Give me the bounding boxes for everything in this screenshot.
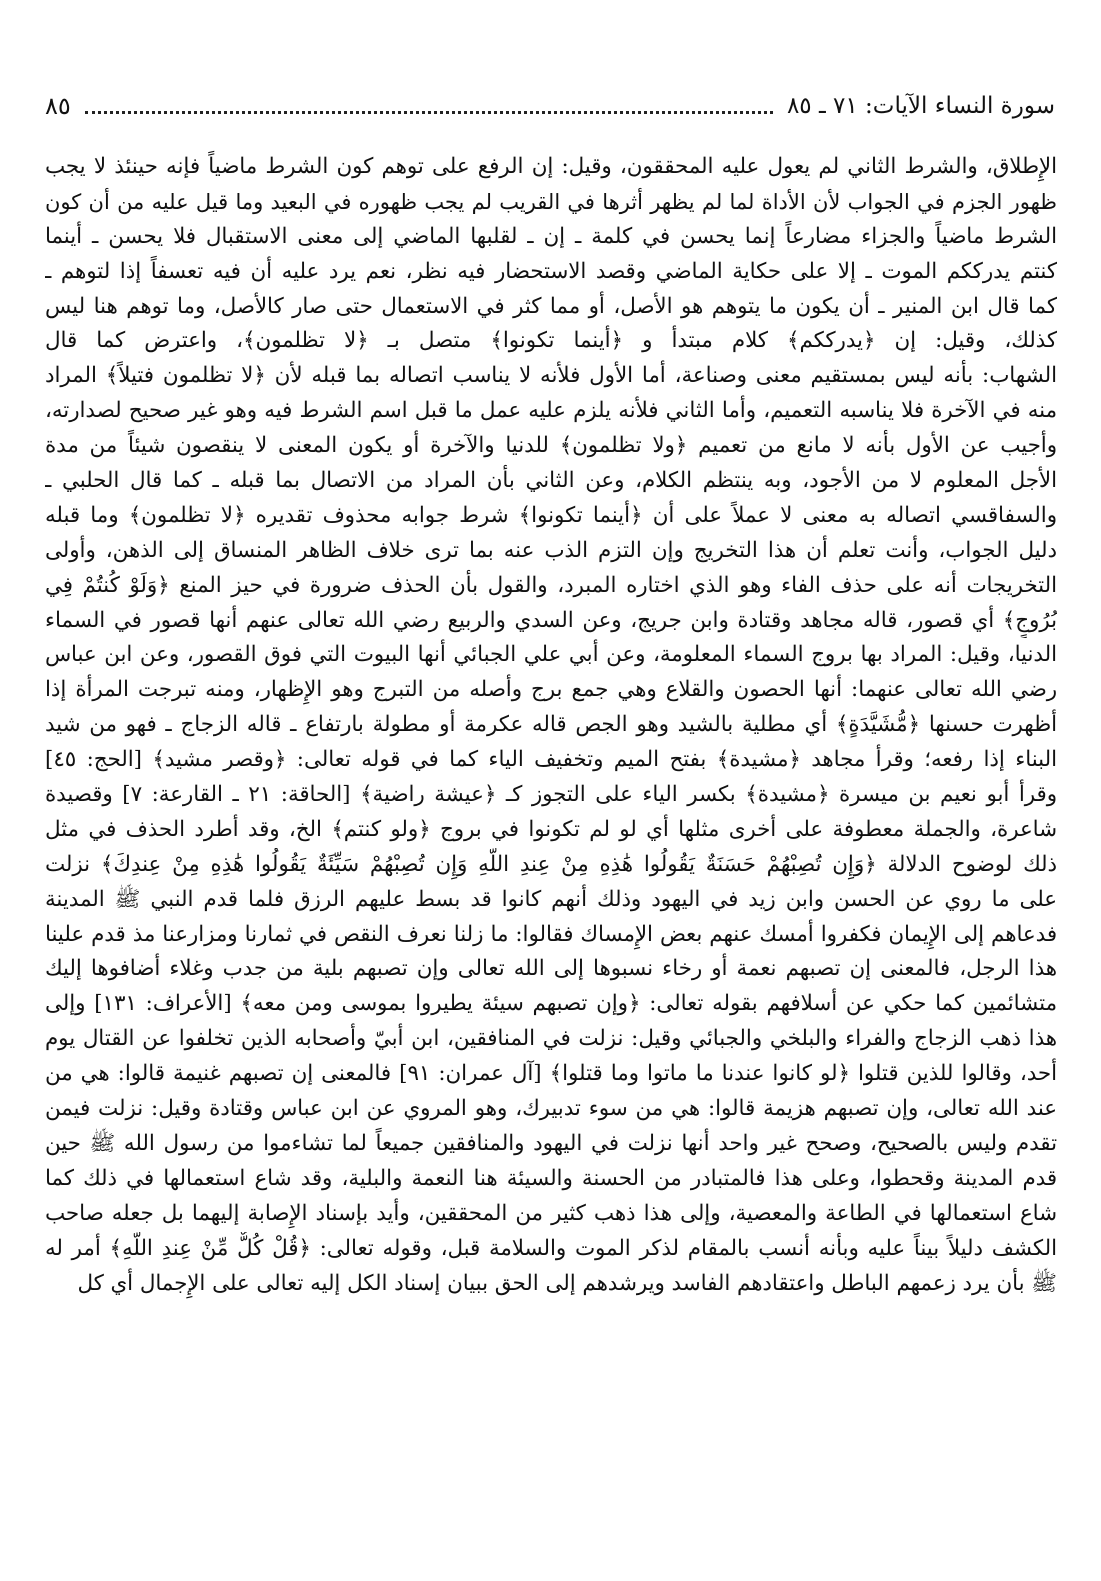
text-line: الإِطلاق، والشرط الثاني لم يعول عليه المحققون، وقيل: إن الرفع على توهم كون الشرط ماضياً فإنه حينئذ لا يجب bbox=[45, 154, 1057, 179]
text-line: فدعاهم إلى الإِيمان فكفروا أمسك عنهم بعض الإِمساك فقالوا: ما زلنا نعرف النقص في ثمارنا ومزارعنا مذ قدم علينا bbox=[45, 921, 1057, 947]
text-line: على ما روي عن الحسن وابن زيد في اليهود وذلك أنهم كانوا قد بسط عليهم الرزق فلما قدم النبي ﷺ المدينة bbox=[45, 886, 1057, 912]
text-line: قدم المدينة وقحطوا، وعلى هذا فالمتبادر من الحسنة والسيئة هنا النعمة والبلية، وقد شاع استعمالها في ذلك كما bbox=[45, 1165, 1057, 1191]
body-text bbox=[45, 150, 1057, 1301]
text-line: البناء إذا رفعه؛ وقرأ مجاهد ﴿مشيدة﴾ بفتح الميم وتخفيف الياء كما في قوله تعالى: ﴿وقصر مشيد﴾ [الحج: ٤٥] bbox=[45, 747, 1057, 773]
text-line: كنتم يدرككم الموت ـ إلا على حكاية الماضي وقصد الاستحضار فيه نظر، نعم يرد عليه أن فيه تعسفاً إذا لتوهم ـ bbox=[45, 258, 1057, 284]
text-line: ﷺ بأن يرد زعمهم الباطل واعتقادهم الفاسد ويرشدهم إلى الحق ببيان إسناد الكل إليه تعالى على الإِجمال أي كل bbox=[77, 1270, 1057, 1296]
text-line: هذا ذهب الزجاج والفراء والبلخي والجبائي وقيل: نزلت في المنافقين، ابن أبيّ وأصحابه الذين تخلفوا عن القتال يوم bbox=[45, 1026, 1057, 1052]
text-line: كذلك، وقيل: إن ﴿يدرككم﴾ كلام مبتدأ و ﴿أينما تكونوا﴾ متصل بـ ﴿لا تظلمون﴾، واعترض كما قال bbox=[45, 328, 1057, 354]
header-dot-leader bbox=[85, 111, 773, 114]
running-header bbox=[45, 88, 1055, 124]
text-line: شاع استعمالها في الطاعة والمعصية، وإلى هذا ذهب كثير من المحققين، وأيد بإسناد الإِصابة إليهما بل جعله صاحب bbox=[45, 1200, 1057, 1226]
text-line: وأجيب عن الأول بأنه لا مانع من تعميم ﴿ولا تظلمون﴾ للدنيا والآخرة أو يكون المعنى لا ينقصون شيئاً من مدة bbox=[45, 433, 1057, 459]
text-line: أحد، وقالوا للذين قتلوا ﴿لو كانوا عندنا ما ماتوا وما قتلوا﴾ [آل عمران: ٩١] فالمعنى إن تصبهم غنيمة قالوا: هي من bbox=[45, 1061, 1057, 1087]
text-line: التخريجات أنه على حذف الفاء وهو الذي اختاره المبرد، والقول بأن الحذف ضرورة في حيز المنع ﴿وَلَوْ كُنتُمْ فِي bbox=[45, 572, 1057, 598]
text-line: منه في الآخرة فلا يناسبه التعميم، وأما الثاني فلأنه يلزم عليه عمل ما قبل اسم الشرط فيه وهو غير صحيح لصدارته، bbox=[45, 398, 1057, 424]
text-line: كما قال ابن المنير ـ أن يكون ما يتوهم هو الأصل، أو مما كثر في الاستعمال حتى صار كالأصل، وما توهم هنا ليس bbox=[45, 293, 1057, 319]
page-number: ٨٥ bbox=[45, 92, 71, 120]
text-line: ذلك لوضوح الدلالة ﴿وَإِن تُصِبْهُمْ حَسَنَةٌ يَقُولُوا هَٰذِهِ مِنْ عِندِ اللَّهِ وَإِن تُصِبْهُمْ سَيِّئَةٌ يَقُولُوا هَٰذِهِ مِنْ عِندِكَ﴾ نزلت bbox=[45, 851, 1057, 877]
text-line: رضي الله تعالى عنهما: أنها الحصون والقلاع وهي جمع برج وأصله من التبرج وهو الإِظهار، ومنه تبرجت المرأة إذا bbox=[45, 677, 1057, 703]
text-line: والسفاقسي اتصاله به معنى لا عملاً على أن ﴿أينما تكونوا﴾ شرط جوابه محذوف تقديره ﴿لا تظلمون﴾ وما قبله bbox=[45, 502, 1057, 528]
text-line: وقرأ أبو نعيم بن ميسرة ﴿مشيدة﴾ بكسر الياء على التجوز كـ ﴿عيشة راضية﴾ [الحاقة: ٢١ ـ القارعة: ٧] وقصيدة bbox=[45, 782, 1057, 808]
text-line: ظهور الجزم في الجواب لأن الأداة لما لم يظهر أثرها في القريب لم يجب ظهوره في البعيد وما قيل عليه من أن كون bbox=[45, 189, 1057, 214]
text-line: شاعرة، والجملة معطوفة على أخرى مثلها أي لو لم تكونوا في بروج ﴿ولو كنتم﴾ الخ، وقد أطرد الحذف في مثل bbox=[45, 816, 1057, 842]
text-line: أظهرت حسنها ﴿مُّشَيَّدَةٍ﴾ أي مطلية بالشيد وهو الجص قاله عكرمة أو مطولة بارتفاع ـ قاله الزجاج ـ فهو من شيد bbox=[45, 712, 1057, 738]
text-line: الشرط ماضياً والجزاء مضارعاً إنما يحسن في كلمة ـ إن ـ لقلبها الماضي إلى معنى الاستقبال فلا يحسن ـ أينما bbox=[45, 223, 1057, 249]
text-line: الكشف دليلاً بيناً عليه وبأنه أنسب بالمقام لذكر الموت والسلامة قبل، وقوله تعالى: ﴿قُلْ كُلٌّ مِّنْ عِندِ اللَّهِ﴾ أمر له bbox=[45, 1235, 1057, 1261]
header-title: سورة النساء الآيات: ٧١ ـ ٨٥ bbox=[786, 93, 1055, 119]
text-line: عند الله تعالى، وإن تصبهم هزيمة قالوا: هي من سوء تدبيرك، وهو المروي عن ابن عباس وقتادة وقيل: نزلت فيمن bbox=[45, 1096, 1057, 1122]
text-line: الأجل المعلوم لا من الأجود، وبه ينتظم الكلام، وعن الثاني بأن المراد من الاتصال بما قبله ـ كما قال الحلبي ـ bbox=[45, 468, 1057, 494]
text-line: هذا الرجل، فالمعنى إن تصبهم نعمة أو رخاء نسبوها إلى الله تعالى وإن تصبهم بلية من جدب وغلاء أضافوها إليك bbox=[45, 956, 1057, 982]
text-line: متشائمين كما حكي عن أسلافهم بقوله تعالى: ﴿وإن تصبهم سيئة يطيروا بموسى ومن معه﴾ [الأعراف: ١٣١] وإلى bbox=[45, 991, 1057, 1017]
text-line: الشهاب: بأنه ليس بمستقيم معنى وصناعة، أما الأول فلأنه لا يناسب اتصاله بما قبله لأن ﴿لا تظلمون فتيلاً﴾ المراد bbox=[45, 363, 1057, 389]
text-line: الدنيا، وقيل: المراد بها بروج السماء المعلومة، وعن أبي علي الجبائي أنها البيوت التي فوق القصور، وعن ابن عباس bbox=[45, 642, 1057, 668]
text-line: دليل الجواب، وأنت تعلم أن هذا التخريج وإن التزم الذب عنه بما ترى خلاف الظاهر المنساق إلى الذهن، وأولى bbox=[45, 537, 1057, 563]
text-line: بُرُوجٍ﴾ أي قصور، قاله مجاهد وقتادة وابن جريج، وعن السدي والربيع رضي الله تعالى عنهم أنها قصور في السماء bbox=[45, 607, 1057, 633]
text-line: تقدم وليس بالصحيح، وصحح غير واحد أنها نزلت في اليهود والمنافقين جميعاً لما تشاءموا من رسول الله ﷺ حين bbox=[45, 1130, 1057, 1156]
